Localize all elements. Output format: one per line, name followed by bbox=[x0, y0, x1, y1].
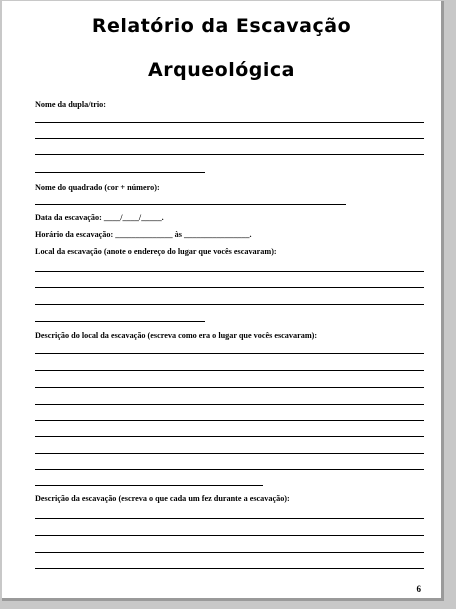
square-name-label: Nome do quadrado (cor + número): bbox=[35, 183, 160, 192]
dig-description-label: Descrição da escavação (escreva o que cada um fez durante a escavação): bbox=[35, 494, 290, 503]
time-label: Horário da escavação: ______________ às ________________. bbox=[35, 230, 252, 239]
writing-line bbox=[35, 387, 424, 388]
writing-line bbox=[35, 485, 263, 486]
writing-line bbox=[35, 287, 424, 288]
writing-line bbox=[35, 518, 424, 519]
page-number: 6 bbox=[416, 584, 421, 594]
report-title-line-2: Arqueológica bbox=[148, 59, 295, 81]
name-pair-label: Nome da dupla/trio: bbox=[35, 100, 106, 109]
place-label: Local da escavação (anote o endereço do lugar que vocês escavaram): bbox=[35, 247, 277, 256]
writing-line bbox=[35, 154, 424, 155]
writing-line bbox=[35, 420, 424, 421]
writing-line bbox=[35, 535, 424, 536]
report-title-line-1: Relatório da Escavação bbox=[91, 15, 352, 37]
writing-line bbox=[35, 172, 205, 173]
writing-line bbox=[35, 568, 424, 569]
writing-line bbox=[35, 204, 346, 205]
writing-line bbox=[35, 138, 424, 139]
writing-line bbox=[35, 404, 424, 405]
writing-line bbox=[35, 453, 424, 454]
writing-line bbox=[35, 552, 424, 553]
date-label: Data da escavação: ____/____/_____. bbox=[35, 213, 164, 222]
writing-line bbox=[35, 370, 424, 371]
place-description-label: Descrição do local da escavação (escreva como era o lugar que vocês escavaram): bbox=[35, 331, 318, 340]
writing-line bbox=[35, 271, 424, 272]
writing-line bbox=[35, 353, 424, 354]
writing-line bbox=[35, 122, 424, 123]
writing-line bbox=[35, 436, 424, 437]
writing-line bbox=[35, 304, 424, 305]
writing-line bbox=[35, 469, 424, 470]
writing-line bbox=[35, 321, 205, 322]
document-page bbox=[2, 1, 444, 601]
